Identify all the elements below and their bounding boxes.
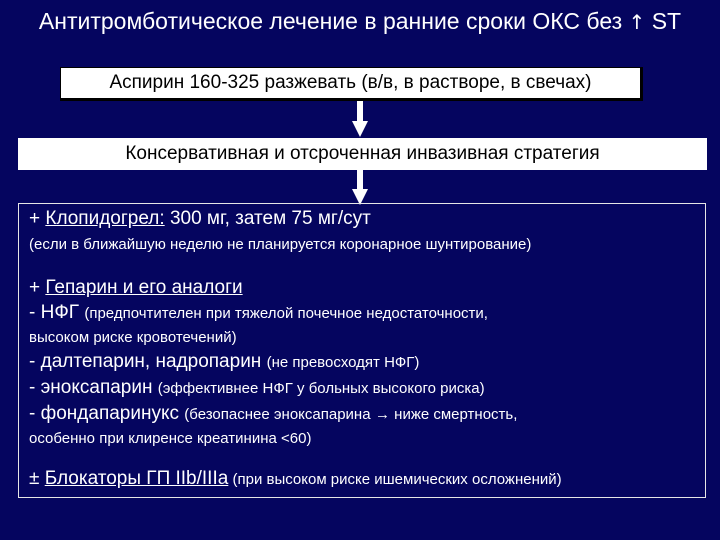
dalteparin-label: - далтепарин, надропарин [29, 351, 267, 372]
heparin-prefix: + [29, 277, 46, 298]
heparin-line [29, 277, 243, 299]
gp-note: (при высоком риске ишемических осложнений) [228, 471, 562, 488]
down-arrow-icon [352, 101, 368, 137]
slide-title [0, 8, 720, 35]
clopidogrel-line [29, 208, 371, 230]
fondaparinux-note-1b: ниже смертность, [390, 406, 518, 423]
slide-title-suffix: ST [651, 8, 682, 34]
clopidogrel-note: (если в ближайшую неделю не планируется коронарное шунтирование) [29, 236, 532, 253]
clopidogrel-label: Клопидогрел: [45, 208, 165, 229]
fondaparinux-note-2: особенно при клиренсе креатинина <60) [29, 430, 312, 447]
down-arrow-icon [352, 169, 368, 205]
enoxaparin-line [29, 377, 485, 399]
clopidogrel-dose: 300 мг, затем 75 мг/сут [164, 208, 371, 229]
nfg-note-1: (предпочтителен при тяжелой почечное недостаточности, [84, 305, 488, 322]
treatment-box [18, 203, 706, 498]
arrow-right-icon: → [375, 406, 390, 423]
slide-title-text: Антитромботическое лечение в ранние сроки ОКС без [38, 8, 623, 34]
gp-prefix: ± [29, 468, 45, 489]
enoxaparin-label: - эноксапарин [29, 377, 158, 398]
nfg-label: - НФГ [29, 302, 85, 323]
fondaparinux-line [29, 403, 517, 425]
clopidogrel-prefix: + [29, 208, 46, 229]
arrow-up-icon: ↑ [628, 10, 646, 34]
heparin-label: Гепарин и его аналоги [45, 277, 243, 298]
gp-label: Блокаторы ГП IIb/IIIa [44, 468, 229, 489]
dalteparin-note: (не превосходят НФГ) [266, 354, 420, 371]
dalteparin-line [29, 351, 419, 373]
aspirin-box [60, 67, 643, 101]
fondaparinux-label: - фондапаринукс [29, 403, 185, 424]
gp-blockers-line [29, 468, 562, 490]
enoxaparin-note: (эффективнее НФГ у больных высокого риска) [157, 380, 485, 397]
nfg-note-2: высоком риске кровотечений) [29, 329, 237, 346]
fondaparinux-note-1: (безопаснее эноксапарина [184, 406, 371, 423]
nfg-line [29, 302, 488, 324]
aspirin-text: Аспирин 160-325 разжевать (в/в, в растворе, в свечах) [109, 72, 592, 93]
strategy-text: Консервативная и отсроченная инвазивная стратегия [125, 143, 600, 164]
strategy-box [18, 138, 707, 170]
